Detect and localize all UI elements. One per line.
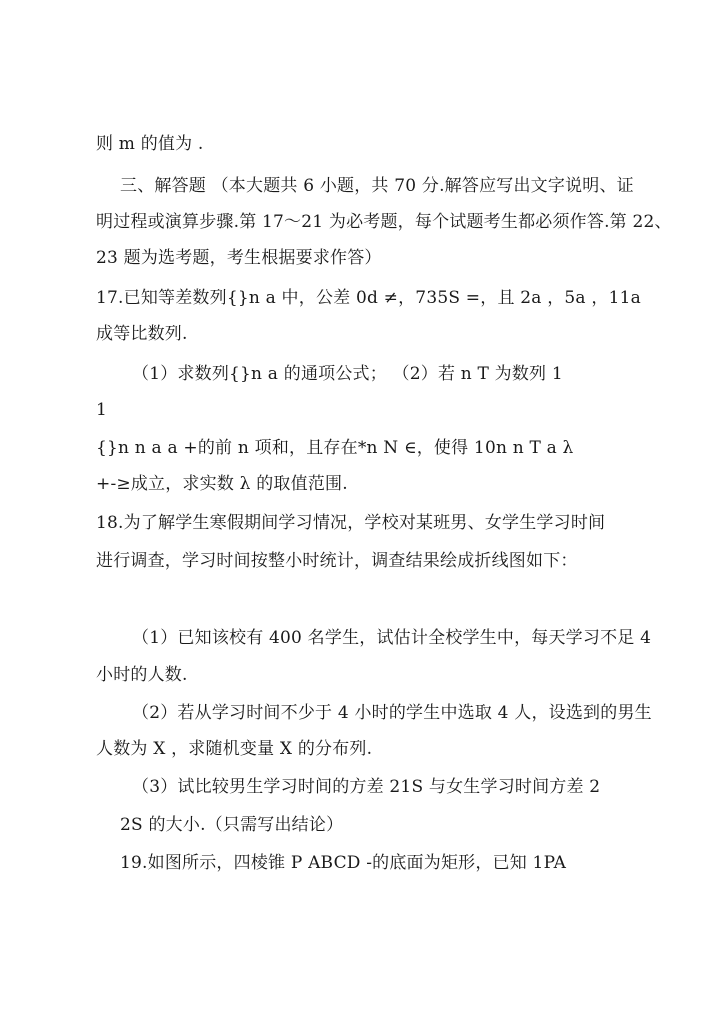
- section-3-instructions: 明过程或演算步骤.第 17～21 为必考题，每个试题考生都必须作答.第 22、: [96, 212, 672, 232]
- formula-fragment: 1: [96, 400, 108, 420]
- question-18-part2: （2）若从学习时间不少于 4 小时的学生中选取 4 人，设选到的男生: [132, 703, 652, 723]
- question-18-part3-end: 2S 的大小.（只需写出结论）: [120, 815, 344, 835]
- question-18-cont: 进行调查，学习时间按整小时统计，调查结果绘成折线图如下：: [96, 551, 578, 571]
- text-line-m-value: 则 m 的值为 .: [96, 134, 204, 154]
- section-3-heading: 三、解答题 （本大题共 6 小题，共 70 分.解答应写出文字说明、证: [120, 176, 634, 196]
- question-18-part1: （1）已知该校有 400 名学生，试估计全校学生中，每天学习不足 4: [132, 628, 652, 648]
- question-17: 17.已知等差数列{}n a 中，公差 0d ≠，735S =，且 2a ，5a ，11a: [96, 288, 641, 308]
- question-18-part3: （3）试比较男生学习时间的方差 21S 与女生学习时间方差 2: [132, 777, 601, 797]
- question-17-parts: （1）求数列{}n a 的通项公式； （2）若 n T 为数列 1: [132, 364, 563, 384]
- section-3-instructions-end: 23 题为选考题，考生根据要求作答）: [96, 248, 382, 268]
- question-18-part2-end: 人数为 X ，求随机变量 X 的分布列.: [96, 739, 373, 759]
- question-18-part1-end: 小时的人数.: [96, 665, 188, 685]
- question-17-part2-end: +-≥成立，求实数 λ 的取值范围.: [96, 474, 348, 494]
- question-18: 18.为了解学生寒假期间学习情况，学校对某班男、女学生学习时间: [96, 513, 606, 533]
- question-17-part2: {}n n a a +的前 n 项和，且存在*n N ∈，使得 10n n T a λ: [96, 438, 574, 458]
- question-19: 19.如图所示，四棱锥 P ABCD -的底面为矩形，已知 1PA: [120, 853, 567, 873]
- question-17-cont: 成等比数列.: [96, 324, 188, 344]
